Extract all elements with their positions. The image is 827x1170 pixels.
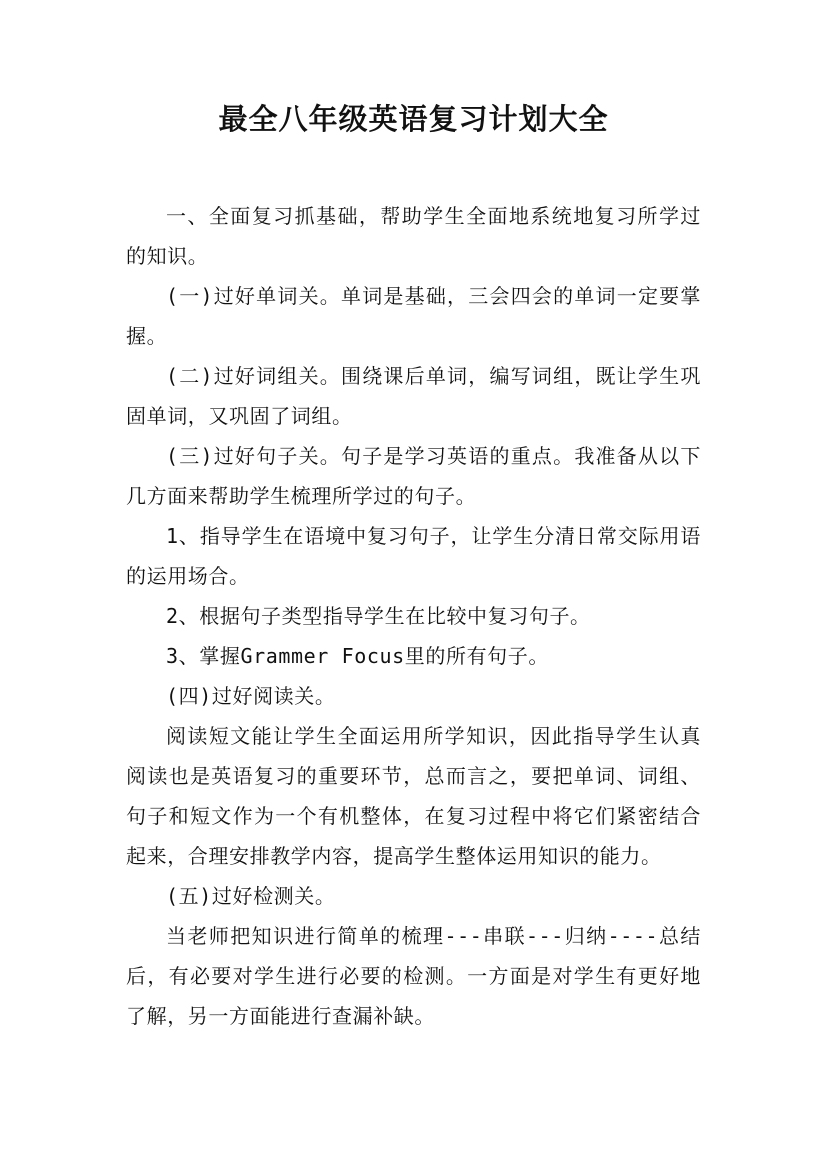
paragraph-reading-heading: (四)过好阅读关。 xyxy=(166,684,336,708)
document-title: 最全八年级英语复习计划大全 xyxy=(218,102,609,136)
paragraph-vocabulary: (一)过好单词关。单词是基础，三会四会的单词一定要掌握。 xyxy=(126,284,701,348)
paragraph-sentence-point-2: 2、根据句子类型指导学生在比较中复习句子。 xyxy=(166,604,591,628)
paragraph-phrases: (二)过好词组关。围绕课后单词，编写词组，既让学生巩固单词，又巩固了词组。 xyxy=(126,364,701,428)
paragraph-sentences: (三)过好句子关。句子是学习英语的重点。我准备从以下几方面来帮助学生梳理所学过的句子。 xyxy=(126,444,701,508)
paragraph-sentence-point-1: 1、指导学生在语境中复习句子，让学生分清日常交际用语的运用场合。 xyxy=(126,524,701,588)
paragraph-testing: 当老师把知识进行简单的梳理---串联---归纳----总结后，有必要对学生进行必要的检测。一方面是对学生有更好地了解，另一方面能进行查漏补缺。 xyxy=(126,924,701,1028)
document-body xyxy=(126,196,701,1036)
paragraph-review-basics: 一、全面复习抓基础，帮助学生全面地系统地复习所学过的知识。 xyxy=(126,204,701,268)
paragraph-testing-heading: (五)过好检测关。 xyxy=(166,884,336,908)
paragraph-sentence-point-3: 3、掌握Grammer Focus里的所有句子。 xyxy=(166,644,549,668)
paragraph-reading: 阅读短文能让学生全面运用所学知识，因此指导学生认真阅读也是英语复习的重要环节，总而言之，要把单词、词组、句子和短文作为一个有机整体，在复习过程中将它们紧密结合起来，合理安排教学内容，提高学生整体运用知识的能力。 xyxy=(126,724,701,868)
